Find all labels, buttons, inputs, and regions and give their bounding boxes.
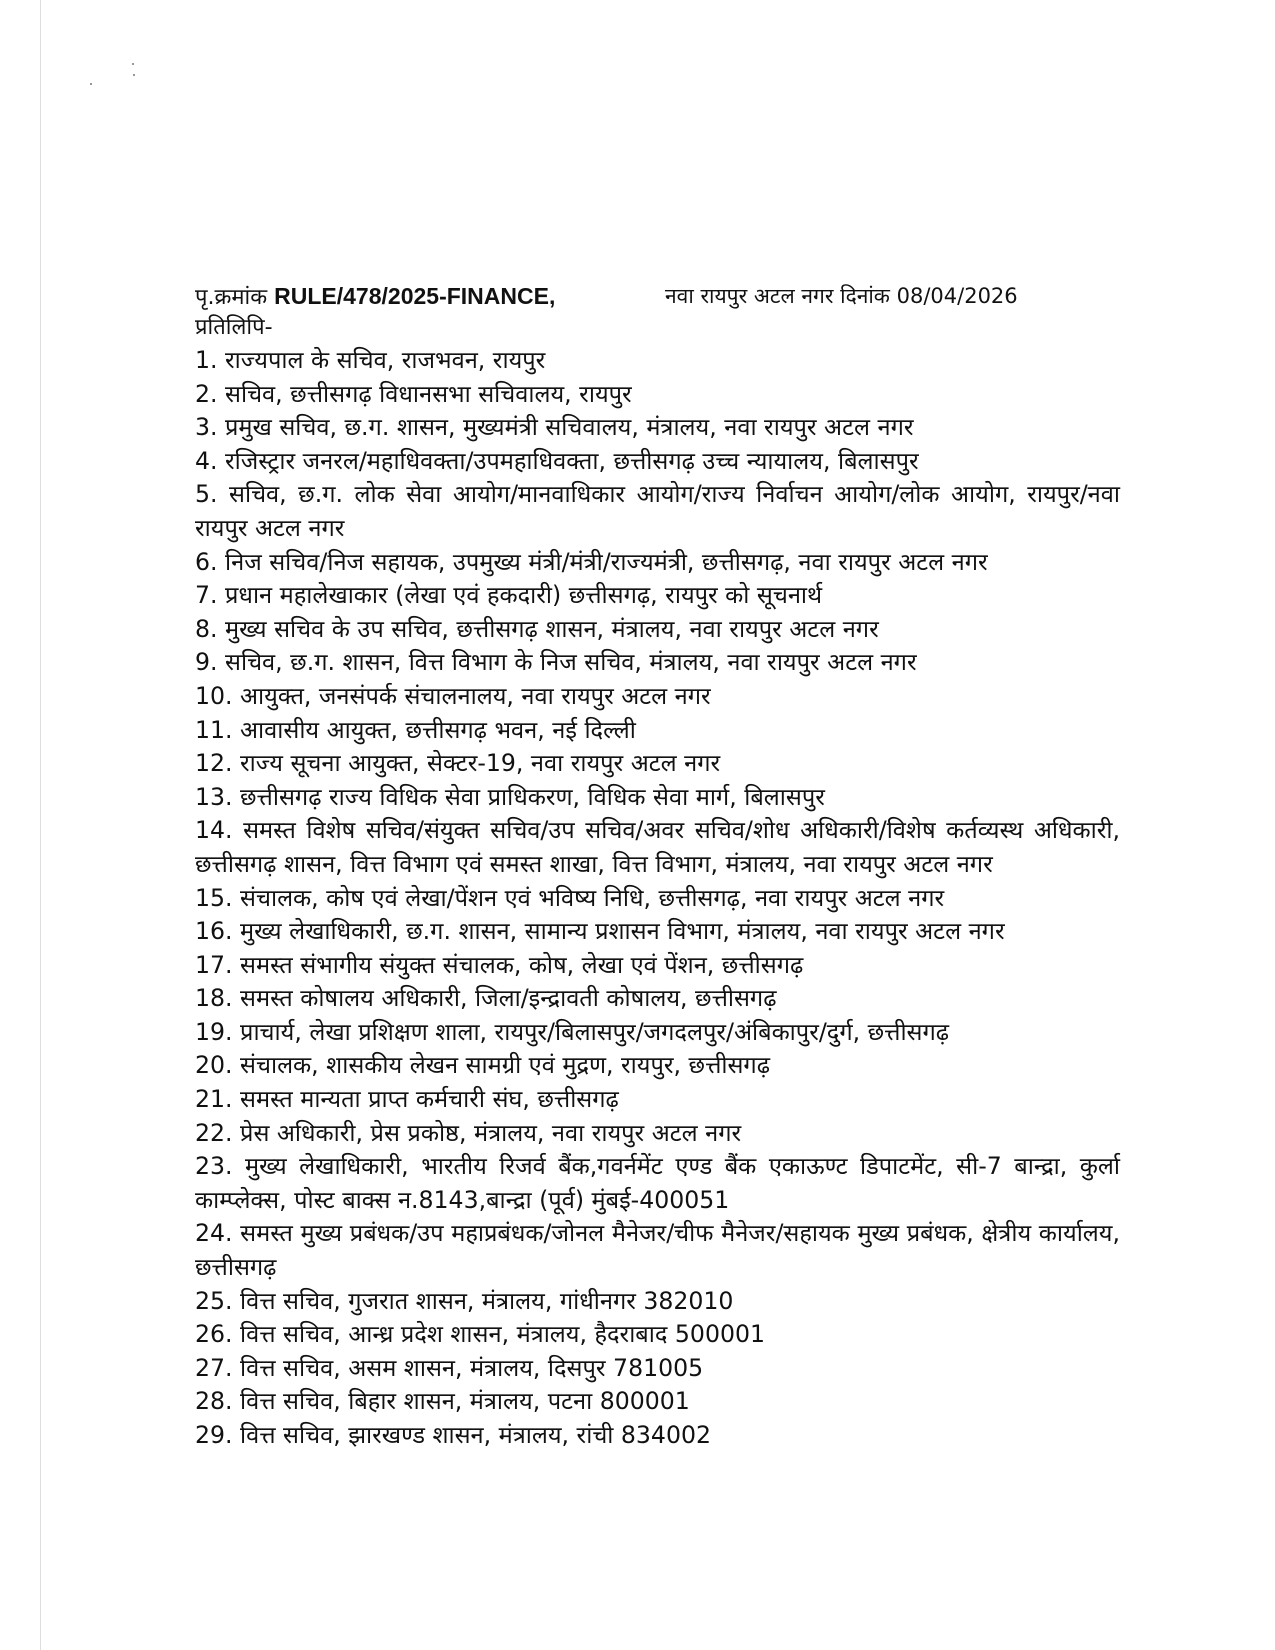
recipient-item: 15. संचालक, कोष एवं लेखा/पेंशन एवं भविष्य निधि, छत्तीसगढ़, नवा रायपुर अटल नगर [195,883,945,912]
reference-prefix: पृ.क्रमांक [195,285,268,310]
recipient-item: 7. प्रधान महालेखाकार (लेखा एवं हकदारी) छत्तीसगढ़, रायपुर को सूचनार्थ [195,581,823,610]
recipient-item: 24. समस्त मुख्य प्रबंधक/उप महाप्रबंधक/जोनल मैनेजर/चीफ मैनेजर/सहायक मुख्य प्रबंधक, क्षेत्रीय कार्यालय, छत्तीसगढ़ [195,1219,1120,1282]
place-and-date: नवा रायपुर अटल नगर दिनांक 08/04/2026 [665,284,1018,308]
recipient-item: 1. राज्यपाल के सचिव, राजभवन, रायपुर [195,346,546,374]
document-body [195,280,1120,1453]
recipient-item: 20. संचालक, शासकीय लेखन सामग्री एवं मुद्रण, रायपुर, छत्तीसगढ़ [195,1051,770,1080]
recipient-item: 16. मुख्य लेखाधिकारी, छ.ग. शासन, सामान्य प्रशासन विभाग, मंत्रालय, नवा रायपुर अटल नगर [195,917,1005,946]
recipient-item: 5. सचिव, छ.ग. लोक सेवा आयोग/मानवाधिकार आयोग/राज्य निर्वाचन आयोग/लोक आयोग, रायपुर/नवा रायपुर अटल नगर [195,480,1120,542]
recipient-item: 2. सचिव, छत्तीसगढ़ विधानसभा सचिवालय, रायपुर [195,379,632,408]
scan-speck [132,63,134,65]
recipient-item: 28. वित्त सचिव, बिहार शासन, मंत्रालय, पटना 800001 [195,1387,690,1416]
recipient-item: 18. समस्त कोषालय अधिकारी, जिला/इन्द्रावती कोषालय, छत्तीसगढ़ [195,984,777,1013]
recipient-item: 3. प्रमुख सचिव, छ.ग. शासन, मुख्यमंत्री सचिवालय, मंत्रालय, नवा रायपुर अटल नगर [195,413,914,442]
recipient-item: 6. निज सचिव/निज सहायक, उपमुख्य मंत्री/मंत्री/राज्यमंत्री, छत्तीसगढ़, नवा रायपुर अटल नगर [195,547,988,576]
recipient-item: 12. राज्य सूचना आयुक्त, सेक्टर-19, नवा रायपुर अटल नगर [195,749,721,778]
recipient-item: 14. समस्त विशेष सचिव/संयुक्त सचिव/उप सचिव/अवर सचिव/शोध अधिकारी/विशेष कर्तव्यस्थ अधिकारी, छत्तीसगढ़ शासन, वित्त विभाग एवं समस्त शाखा, वित्त विभाग, मंत्रालय, नवा रायपुर अटल नगर [195,816,1120,878]
reference-line [195,280,1120,312]
recipient-item: 21. समस्त मान्यता प्राप्त कर्मचारी संघ, छत्तीसगढ़ [195,1085,619,1114]
recipient-item: 4. रजिस्ट्रार जनरल/महाधिवक्ता/उपमहाधिवक्ता, छत्तीसगढ़ उच्च न्यायालय, बिलासपुर [195,446,919,475]
copy-to-label: प्रतिलिपि- [195,315,273,340]
recipient-item: 13. छत्तीसगढ़ राज्य विधिक सेवा प्राधिकरण, विधिक सेवा मार्ग, बिलासपुर [195,782,825,811]
recipient-item: 23. मुख्य लेखाधिकारी, भारतीय रिजर्व बैंक,गवर्नमेंट एण्ड बैंक एकाऊण्ट डिपाटमेंट, सी-7 बान्द्रा, कुर्ला काम्प्लेक्स, पोस्ट बाक्स न.8143,बान्द्रा (पूर्व) मुंबई-400051 [195,1152,1120,1214]
scan-speck [133,74,135,76]
recipient-item: 22. प्रेस अधिकारी, प्रेस प्रकोष्ठ, मंत्रालय, नवा रायपुर अटल नगर [195,1118,742,1147]
recipient-item: 11. आवासीय आयुक्त, छत्तीसगढ़ भवन, नई दिल्ली [195,715,636,744]
scan-speck [90,83,92,85]
recipient-item: 25. वित्त सचिव, गुजरात शासन, मंत्रालय, गांधीनगर 382010 [195,1286,734,1315]
recipient-item: 8. मुख्य सचिव के उप सचिव, छत्तीसगढ़ शासन, मंत्रालय, नवा रायपुर अटल नगर [195,614,879,643]
recipient-list [195,344,1120,1453]
recipient-item: 27. वित्त सचिव, असम शासन, मंत्रालय, दिसपुर 781005 [195,1353,704,1382]
reference-number [195,280,555,314]
scan-edge-line [40,0,41,1650]
recipient-item: 26. वित्त सचिव, आन्ध्र प्रदेश शासन, मंत्रालय, हैदराबाद 500001 [195,1320,765,1349]
recipient-item: 19. प्राचार्य, लेखा प्रशिक्षण शाला, रायपुर/बिलासपुर/जगदलपुर/अंबिकापुर/दुर्ग, छत्तीसगढ़ [195,1017,950,1046]
recipient-item: 17. समस्त संभागीय संयुक्त संचालक, कोष, लेखा एवं पेंशन, छत्तीसगढ़ [195,950,804,979]
recipient-item: 9. सचिव, छ.ग. शासन, वित्त विभाग के निज सचिव, मंत्रालय, नवा रायपुर अटल नगर [195,648,917,677]
recipient-item: 10. आयुक्त, जनसंपर्क संचालनालय, नवा रायपुर अटल नगर [195,681,711,710]
reference-code: RULE/478/2025-FINANCE, [274,283,556,309]
recipient-item: 29. वित्त सचिव, झारखण्ड शासन, मंत्रालय, रांची 834002 [195,1421,711,1449]
